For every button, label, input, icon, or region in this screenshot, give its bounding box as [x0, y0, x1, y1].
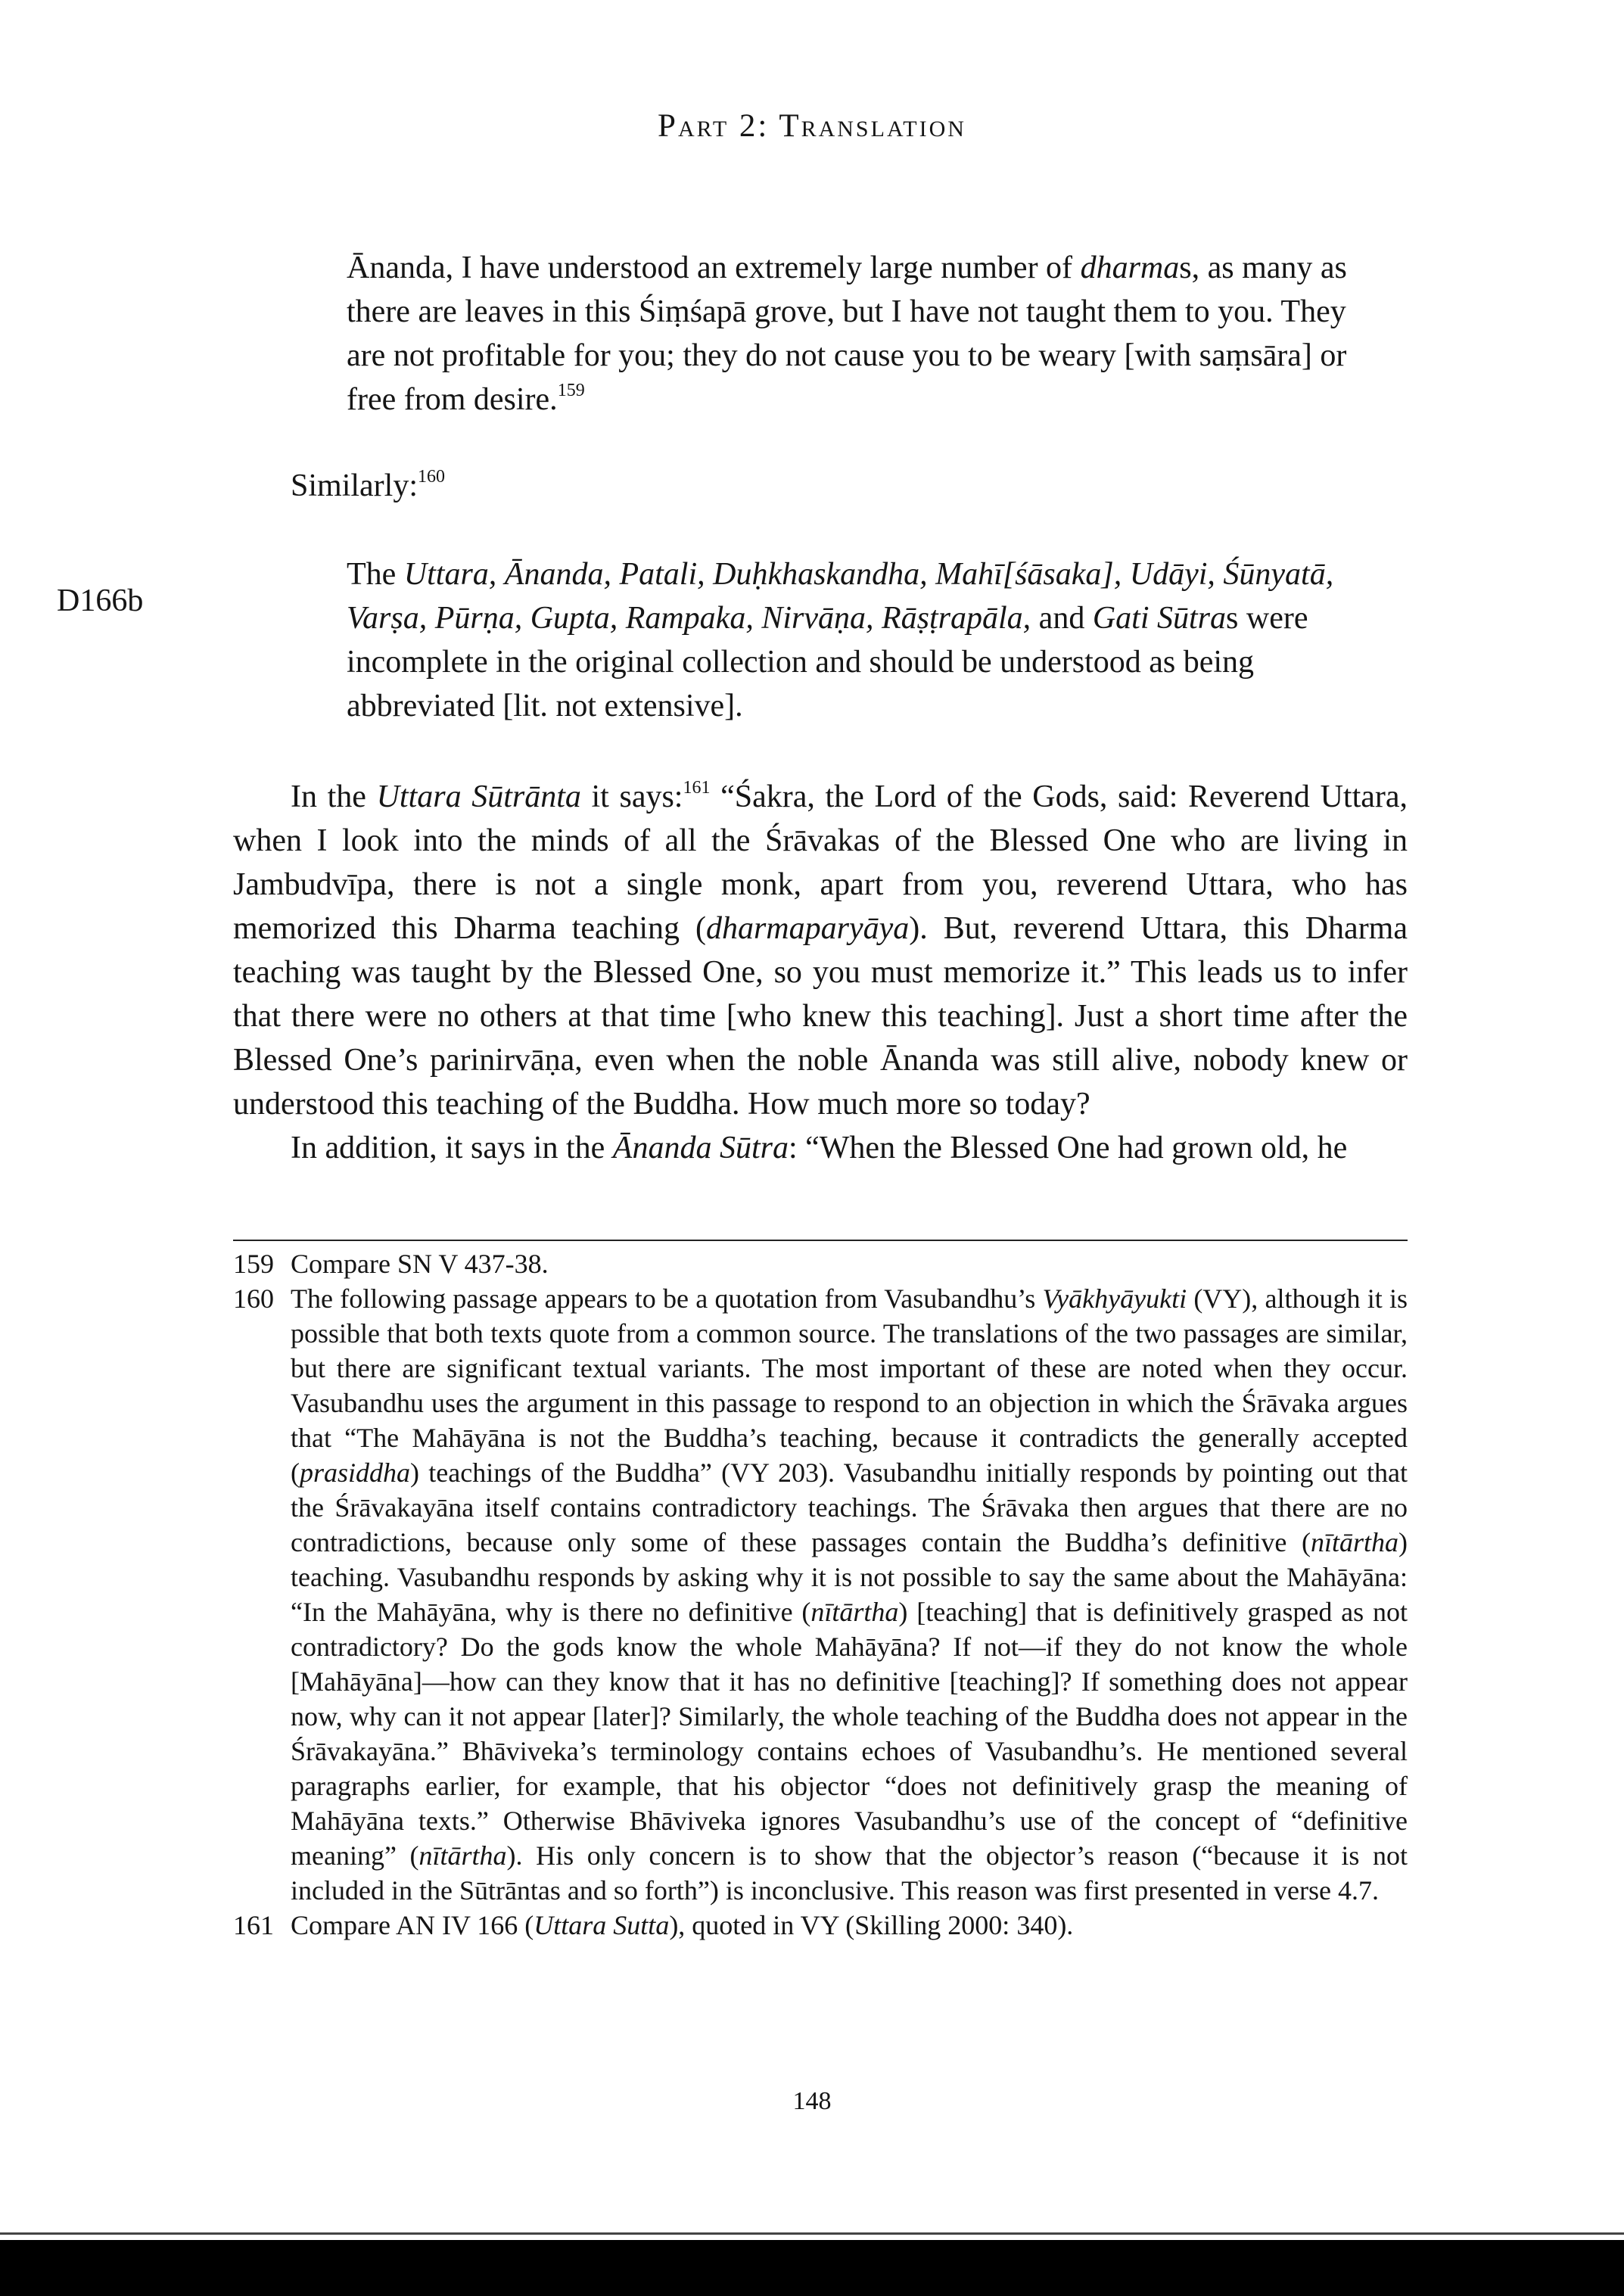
footnote-ref-161[interactable]: 161 [683, 778, 711, 798]
block-quote-ananda: Ānanda, I have understood an extremely large number of dharmas, as many as there are leaves in this Śiṃśapā grove, but I have not taught them to you. They are not profitable for you; they do not cause you to be weary [with saṃsāra] or free from desire.$^{159}$ [347, 250, 1347, 417]
page-number: 148 [792, 2087, 832, 2115]
footnote-159: 159 Compare SN V 437-38. [233, 1249, 549, 1279]
footnote-161: 161 Compare AN IV 166 (Uttara Sutta), quoted in VY (Skilling 2000: 340). [233, 1910, 1074, 1940]
footnotes [233, 1246, 1408, 1943]
block-quote-sutra-list: The Uttara, Ānanda, Patali, Duḥkhaskandha, Mahī[śāsaka], Udāyi, Śūnyatā, Varṣa, Pūrṇa, Gupta, Rampaka, Nirvāṇa, Rāṣṭrapāla, and Gati Sūtras were incomplete in the original collection and should be understood as being abbreviated [lit. not extensive]. [347, 557, 1334, 723]
margin-reference: D166b [57, 583, 144, 618]
scan-edge-shadow [0, 2240, 1624, 2296]
paragraph-uttara: In the Uttara Sūtrānta it says:$^{161}$ “Śakra, the Lord of the Gods, said: Reverend Uttara, when I look into the minds of all the Śrāvakas of the Blessed One who are living in Jambudvīpa, there is not a single monk, apart from you, reverend Uttara, who has memorized this Dharma teaching (dharmaparyāya). But, reverend Uttara, this Dharma teaching was taught by the Blessed One, so you must memorize it.” This leads us to infer that there were no others at that time [who knew this teaching]. Just a short time after the Blessed One’s parinirvāṇa, even when the noble Ānanda was still alive, nobody knew or understood this teaching of the Buddha. How much more so today? [233, 778, 1408, 1122]
running-head: Part 2: Translation [658, 108, 966, 144]
footnote-160: 160 The following passage appears to be a quotation from Vasubandhu’s Vyākhyāyukti (VY), although it is possible that both texts quote from a common source. The translations of the two passages are similar, but there are significant textual variants. The most important of these are noted when they occur. Vasubandhu uses the argument in this passage to respond to an objection in which the Śrāvaka argues that “The Mahāyāna is not the Buddha’s teaching, because it contradicts the generally accepted (prasiddha) teachings of the Buddha” (VY 203). Vasubandhu initially responds by pointing out that the Śrāvakayāna itself contains contradictory teachings. The Śrāvaka then argues that there are no contradictions, because only some of these passages contain the Buddha’s definitive (nītārtha) teaching. Vasubandhu responds by asking why it is not possible to say the same about the Mahāyāna: “In the Mahāyāna, why is there no definitive (nītārtha) [teaching] that is definitively grasped as not contradictory? Do the gods know the whole Mahāyāna? If not—if they do not know the whole [Mahāyāna]—how can they know that it has no definitive [teaching]? If something does not appear now, why can it not appear [later]? Similarly, the whole teaching of the Buddha does not appear in the Śrāvakayāna.” Bhāviveka’s terminology contains echoes of Vasubandhu’s. He mentioned several paragraphs earlier, for example, that his objector “does not definitively grasp the meaning of Mahāyāna texts.” Otherwise Bhāviveka ignores Vasubandhu’s use of the concept of “definitive meaning” (nītārtha). His only concern is to show that the objector’s reason (“because it is not included in the Sūtrāntas and so forth”) is inconclusive. This reason was first presented in verse 4.7. [233, 1283, 1408, 1906]
footnote-ref-159[interactable]: 159 [557, 381, 585, 400]
scan-edge-line [0, 2232, 1624, 2235]
footnote-ref-160[interactable]: 160 [418, 467, 445, 487]
main-text [233, 775, 1408, 1170]
paragraph-ananda-sutra: In addition, it says in the Ānanda Sūtra: “When the Blessed One had grown old, he [291, 1131, 1348, 1165]
similarly-line: Similarly:$^{160}$ [291, 467, 445, 503]
footnote-rule [233, 1240, 1408, 1241]
